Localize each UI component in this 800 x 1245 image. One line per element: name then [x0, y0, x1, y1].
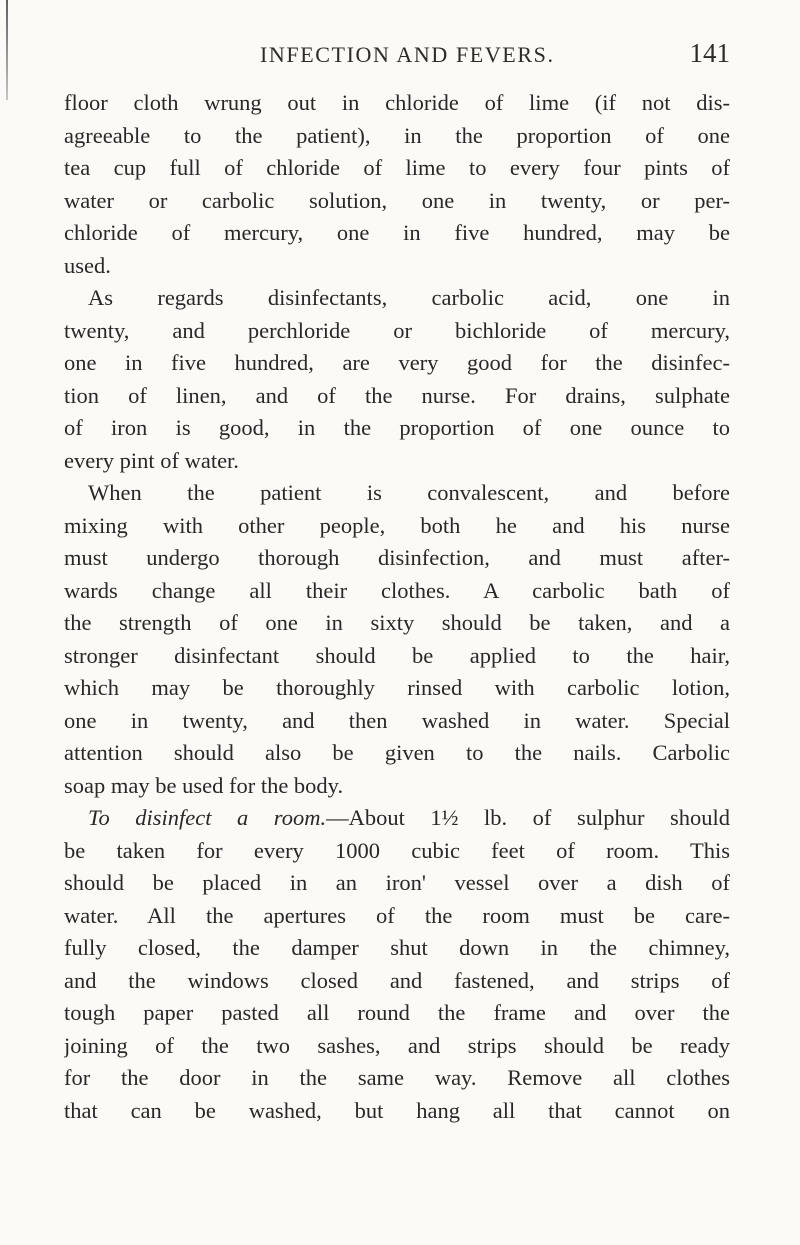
- text-line: tough paper pasted all round the frame and over the: [64, 1000, 730, 1025]
- text-line: for the door in the same way. Remove all clothes: [64, 1065, 730, 1090]
- text-line: water or carbolic solution, one in twenty, or per-: [64, 187, 730, 213]
- text-run: —About 1½ lb. of sulphur should: [326, 805, 730, 830]
- text-line: stronger disinfectant should be applied to the hair,: [64, 642, 730, 668]
- text-line: of iron is good, in the proportion of one ounce to: [64, 415, 730, 440]
- text-line: attention should also be given to the nails. Carbolic: [64, 740, 730, 765]
- text-line: should be placed in an iron' vessel over a dish of: [64, 870, 730, 895]
- text-line: water. All the apertures of the room must be care-: [64, 902, 730, 928]
- text-line: must undergo thorough disinfection, and must after-: [64, 545, 730, 570]
- text-line: When the patient is convalescent, and before: [88, 480, 730, 505]
- body-text: [64, 87, 730, 1127]
- section-heading: To disinfect a room.: [88, 805, 327, 830]
- paragraph: [64, 802, 730, 1127]
- paragraph: [64, 282, 730, 477]
- text-line: joining of the two sashes, and strips should be ready: [64, 1032, 730, 1058]
- text-line: twenty, and perchloride or bichloride of mercury,: [64, 317, 730, 343]
- text-line: chloride of mercury, one in five hundred, may be: [64, 220, 730, 245]
- text-line: tea cup full of chloride of lime to every four pints of: [64, 155, 730, 180]
- page-binding-edge: [6, 0, 8, 100]
- text-line: every pint of water.: [64, 447, 239, 473]
- running-head: INFECTION AND FEVERS.: [260, 42, 555, 67]
- text-line: soap may be used for the body.: [64, 772, 344, 798]
- text-line: [64, 802, 730, 835]
- page-header: [64, 38, 730, 78]
- text-line: one in five hundred, are very good for the disinfec-: [64, 350, 730, 375]
- text-line: wards change all their clothes. A carbolic bath of: [64, 577, 730, 603]
- text-line: be taken for every 1000 cubic feet of room. This: [64, 837, 730, 863]
- text-line: the strength of one in sixty should be taken, and a: [64, 610, 730, 635]
- paragraph: [64, 87, 730, 282]
- text-line: that can be washed, but hang all that cannot on: [64, 1097, 730, 1123]
- text-line: which may be thoroughly rinsed with carbolic lotion,: [64, 675, 730, 700]
- page-number: 141: [689, 38, 730, 68]
- text-line: As regards disinfectants, carbolic acid, one in: [88, 285, 730, 310]
- text-line: and the windows closed and fastened, and strips of: [64, 967, 730, 993]
- text-line: agreeable to the patient), in the proportion of one: [64, 122, 730, 148]
- text-line: mixing with other people, both he and his nurse: [64, 512, 730, 538]
- text-line: used.: [64, 252, 111, 278]
- text-line: fully closed, the damper shut down in the chimney,: [64, 935, 730, 960]
- paragraph: [64, 477, 730, 802]
- text-line: floor cloth wrung out in chloride of lime (if not dis-: [64, 90, 730, 115]
- text-line: one in twenty, and then washed in water. Special: [64, 707, 730, 733]
- text-line: tion of linen, and of the nurse. For drains, sulphate: [64, 382, 730, 408]
